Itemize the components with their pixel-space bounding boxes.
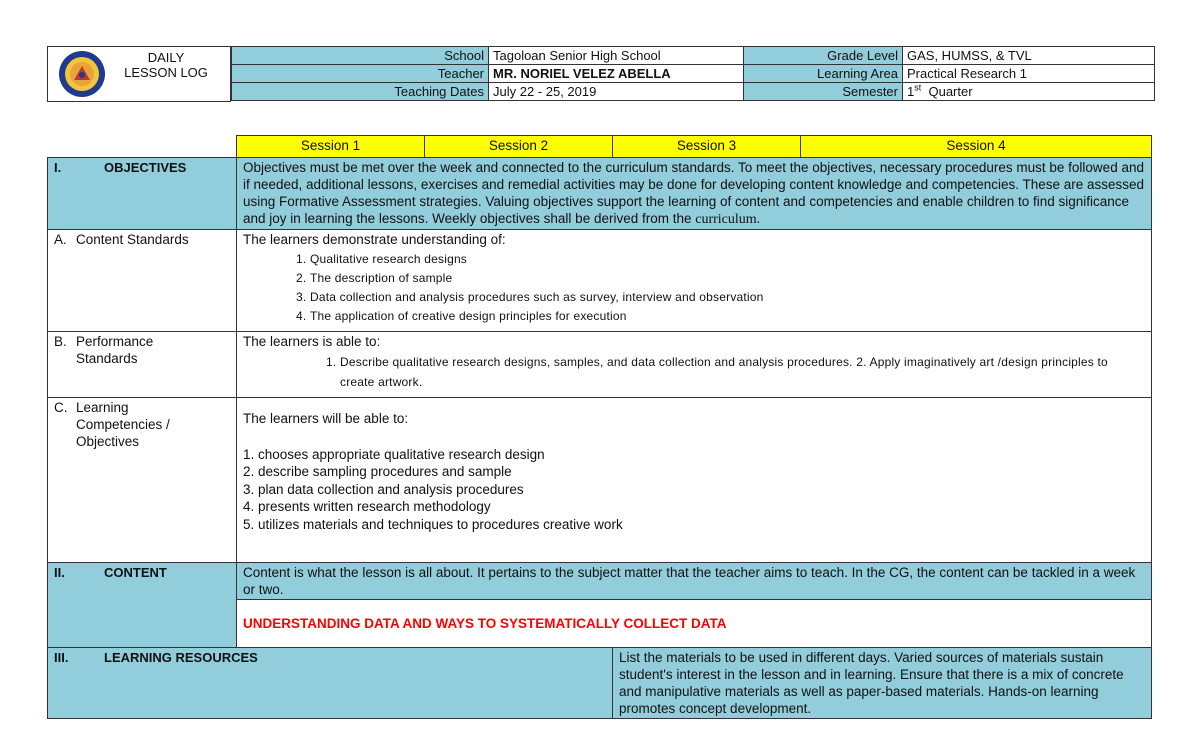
session-4-header: Session 4 — [801, 136, 1152, 158]
teacher-value: MR. NORIEL VELEZ ABELLA — [489, 65, 744, 83]
performance-standards-row — [48, 332, 1152, 398]
list-item: 5. utilizes materials and techniques to procedures creative work — [243, 516, 623, 532]
grade-level-value: GAS, HUMSS, & TVL — [903, 47, 1155, 65]
grade-level-label: Grade Level — [744, 47, 903, 65]
competencies-heading: C. Learning Competencies / Objectives — [48, 398, 237, 563]
resources-heading: III. LEARNING RESOURCES — [48, 648, 613, 719]
header-row-teacher — [232, 65, 1155, 83]
content-standards-body — [237, 230, 1152, 332]
header-info-table — [231, 46, 1155, 101]
school-label: School — [232, 47, 489, 65]
header-logo-cell — [47, 46, 231, 102]
performance-standards-intro: The learners is able to: — [243, 334, 381, 349]
deped-seal-icon — [58, 50, 106, 98]
teaching-dates-value: July 22 - 25, 2019 — [489, 83, 744, 101]
session-2-header: Session 2 — [425, 136, 613, 158]
school-value: Tagoloan Senior High School — [489, 47, 744, 65]
content-standards-heading: A. Content Standards — [48, 230, 237, 332]
learning-area-value: Practical Research 1 — [903, 65, 1155, 83]
content-standards-intro: The learners demonstrate understanding of: — [243, 232, 506, 247]
content-topic: UNDERSTANDING DATA AND WAYS TO SYSTEMATICALLY COLLECT DATA — [237, 600, 1152, 648]
content-standards-row — [48, 230, 1152, 332]
list-item: 1. Qualitative research designs — [310, 250, 1145, 269]
session-3-header: Session 3 — [613, 136, 801, 158]
lesson-log-table — [47, 135, 1152, 719]
content-note: Content is what the lesson is all about. It pertains to the subject matter that the teacher aims to teach. In the CG, the content can be tackled in a week or two. — [237, 563, 1152, 600]
semester-value: 1st Quarter — [903, 83, 1155, 101]
objectives-heading: I. OBJECTIVES — [48, 158, 237, 230]
content-heading: II. CONTENT — [48, 563, 237, 648]
list-item: 1. Describe qualitative research designs, samples, and data collection and analysis procedures. 2. Apply imaginatively art /design principles to create artwork. — [340, 352, 1145, 392]
list-item: 1. chooses appropriate qualitative research design — [243, 446, 545, 462]
header-row-school — [232, 47, 1155, 65]
list-item: 3. plan data collection and analysis procedures — [243, 481, 524, 497]
session-header-row — [48, 136, 1152, 158]
resources-note: List the materials to be used in different days. Varied sources of materials sustain student's interest in the lesson and in learning. Ensure that there is a mix of concrete and manipulative materials as well as paper-based materials. Hands-on learning promotes concept development. — [613, 648, 1152, 719]
semester-label: Semester — [744, 83, 903, 101]
document-title: DAILY LESSON LOG — [124, 50, 208, 80]
objectives-row — [48, 158, 1152, 230]
performance-standards-heading: B. Performance Standards — [48, 332, 237, 398]
session-corner-blank — [48, 136, 237, 158]
resources-row — [48, 648, 1152, 719]
list-item: 4. The application of creative design principles for execution — [310, 307, 1145, 326]
content-note-row — [48, 563, 1152, 600]
competencies-body — [237, 398, 1152, 563]
performance-standards-list — [243, 352, 1145, 392]
list-item: 2. The description of sample — [310, 269, 1145, 288]
header-row-dates — [232, 83, 1155, 101]
objectives-description: Objectives must be met over the week and connected to the curriculum standards. To meet the objectives, necessary procedures must be followed and if needed, additional lessons, exercises and remedial activities may be done for developing content knowledge and competencies. These are assessed using Formative Assessment strategies. Valuing objectives support the learning of content and competencies and enable children to find significance and joy in learning the lessons. Weekly objectives shall be derived from the curriculum. — [237, 158, 1152, 230]
competencies-intro: The learners will be able to: — [243, 411, 409, 426]
list-item: 2. describe sampling procedures and sample — [243, 464, 512, 479]
content-standards-list — [243, 250, 1145, 326]
teacher-label: Teacher — [232, 65, 489, 83]
list-item: 4. presents written research methodology — [243, 499, 491, 514]
performance-standards-body — [237, 332, 1152, 398]
learning-area-label: Learning Area — [744, 65, 903, 83]
teaching-dates-label: Teaching Dates — [232, 83, 489, 101]
session-1-header: Session 1 — [237, 136, 425, 158]
competencies-row — [48, 398, 1152, 563]
list-item: 3. Data collection and analysis procedures such as survey, interview and observation — [310, 288, 1145, 307]
